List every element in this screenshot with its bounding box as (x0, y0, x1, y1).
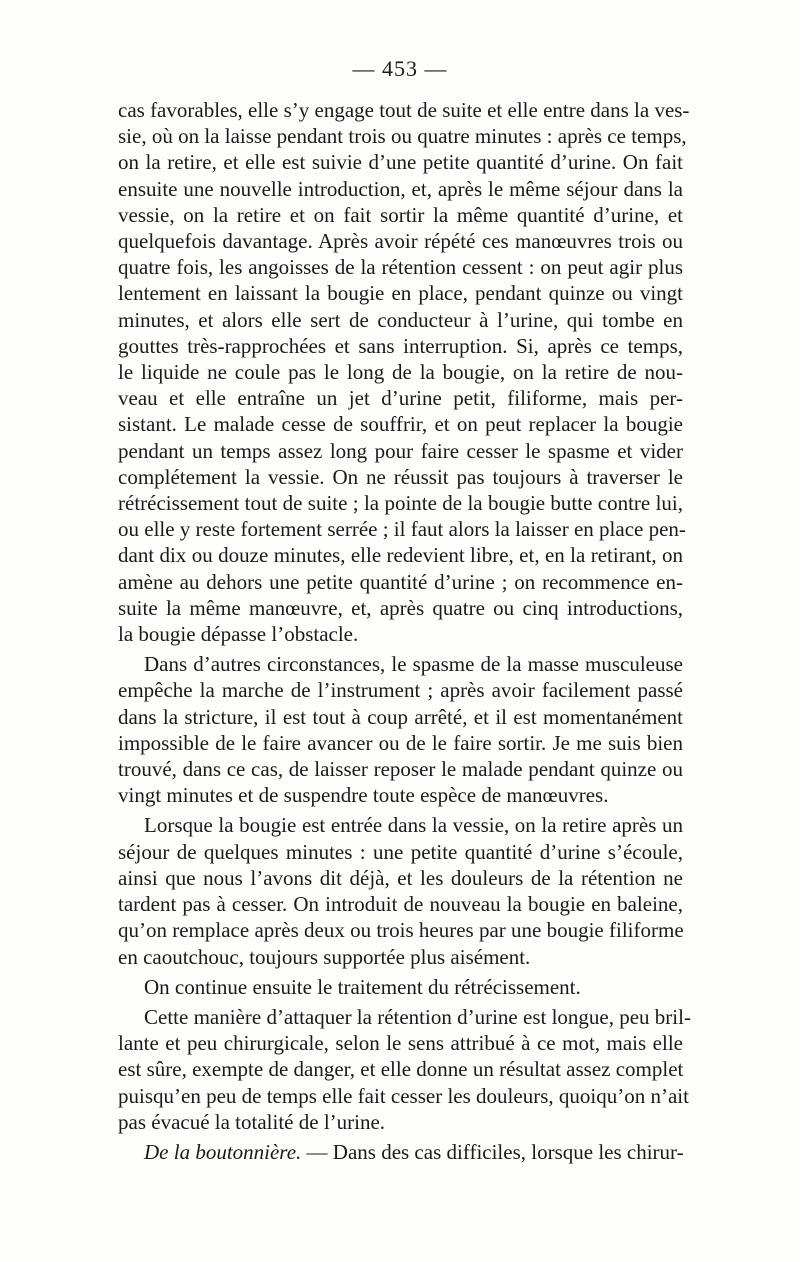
text-line: Cette manière d’attaquer la rétention d’urine est longue, peu bril- (144, 1004, 691, 1029)
text-line: vingt minutes et de suspendre toute espèce de manœuvres. (118, 783, 609, 808)
text-line: quatre fois, les angoisses de la rétention cessent : on peut agir plus (118, 255, 683, 280)
text-line: sie, où on la laisse pendant trois ou quatre minutes : après ce temps, (118, 124, 687, 149)
text-line: dant dix ou douze minutes, elle redevient libre, et, en la retirant, on (118, 543, 683, 568)
final-paragraph (118, 1139, 683, 1165)
body-text (118, 97, 691, 1165)
text-line: séjour de quelques minutes : une petite quantité d’urine s’écoule, (118, 839, 683, 864)
paragraph-p3 (118, 812, 683, 969)
text-line: gouttes très-rapprochées et sans interruption. Si, après ce temps, (118, 333, 683, 358)
text-line: amène au dehors une petite quantité d’urine ; on recommence en- (118, 569, 683, 594)
paragraphs-container (118, 97, 691, 1139)
text-line: complétement la vessie. On ne réussit pas toujours à traverser le (118, 464, 683, 489)
section-heading: De la boutonnière. (144, 1139, 302, 1164)
final-paragraph-text: — Dans des cas difficiles, lorsque les chirur- (301, 1139, 684, 1164)
paragraph-p5 (118, 1004, 691, 1135)
text-line: ou elle y reste fortement serrée ; il faut alors la laisser en place pen- (118, 517, 686, 542)
text-line: on la retire, et elle est suivie d’une petite quantité d’urine. On fait (118, 150, 683, 175)
page-number: — 453 — (352, 56, 448, 81)
text-line: empêche la marche de l’instrument ; après avoir facilement passé (118, 678, 683, 703)
text-line: tardent pas à cesser. On introduit de nouveau la bougie en baleine, (118, 892, 683, 917)
text-line: minutes, et alors elle sert de conducteur à l’urine, qui tombe en (118, 307, 683, 332)
text-line: impossible de le faire avancer ou de le faire sortir. Je me suis bien (118, 730, 683, 755)
text-line: le liquide ne coule pas le long de la bougie, on la retire de nou- (118, 360, 683, 385)
text-line: quelquefois davantage. Après avoir répété ces manœuvres trois ou (118, 229, 683, 254)
text-line: ainsi que nous l’avons dit déjà, et les douleurs de la rétention ne (118, 865, 683, 890)
text-line: lentement en laissant la bougie en place, pendant quinze ou vingt (118, 281, 683, 306)
text-line: veau et elle entraîne un jet d’urine petit, filiforme, mais per- (118, 386, 683, 411)
paragraph-p2 (118, 651, 683, 808)
text-line: vessie, on la retire et on fait sortir la même quantité d’urine, et (118, 202, 683, 227)
text-line: pas évacué la totalité de l’urine. (118, 1109, 386, 1134)
paragraph-p4 (118, 974, 683, 1000)
text-line: trouvé, dans ce cas, de laisser reposer le malade pendant quinze ou (118, 757, 683, 782)
text-line: qu’on remplace après deux ou trois heures par une bougie filiforme (118, 918, 684, 943)
paragraph-p1 (118, 97, 690, 647)
text-line: dans la stricture, il est tout à coup arrêté, et il est momentanément (118, 704, 683, 729)
text-line: est sûre, exempte de danger, et elle donne un résultat assez complet (118, 1057, 684, 1082)
text-line: sistant. Le malade cesse de souffrir, et on peut replacer la bougie (118, 412, 683, 437)
text-line: Lorsque la bougie est entrée dans la vessie, on la retire après un (144, 813, 683, 838)
text-line: suite la même manœuvre, et, après quatre ou cinq introductions, (118, 595, 683, 620)
text-line: pendant un temps assez long pour faire cesser le spasme et vider (118, 438, 683, 463)
text-line: lante et peu chirurgicale, selon le sens attribué à ce mot, mais elle (118, 1031, 683, 1056)
text-line: la bougie dépasse l’obstacle. (118, 622, 359, 647)
text-line: Dans d’autres circonstances, le spasme de la masse musculeuse (144, 652, 683, 677)
text-line: puisqu’en peu de temps elle fait cesser les douleurs, quoiqu’on n’ait (118, 1083, 689, 1108)
text-line: cas favorables, elle s’y engage tout de suite et elle entre dans la ves- (118, 98, 690, 122)
text-line: rétrécissement tout de suite ; la pointe de la bougie butte contre lui, (118, 491, 683, 516)
text-line: ensuite une nouvelle introduction, et, après le même séjour dans la (118, 176, 683, 201)
text-line: On continue ensuite le traitement du rétrécissement. (144, 974, 581, 999)
text-line: en caoutchouc, toujours supportée plus aisément. (118, 944, 531, 969)
